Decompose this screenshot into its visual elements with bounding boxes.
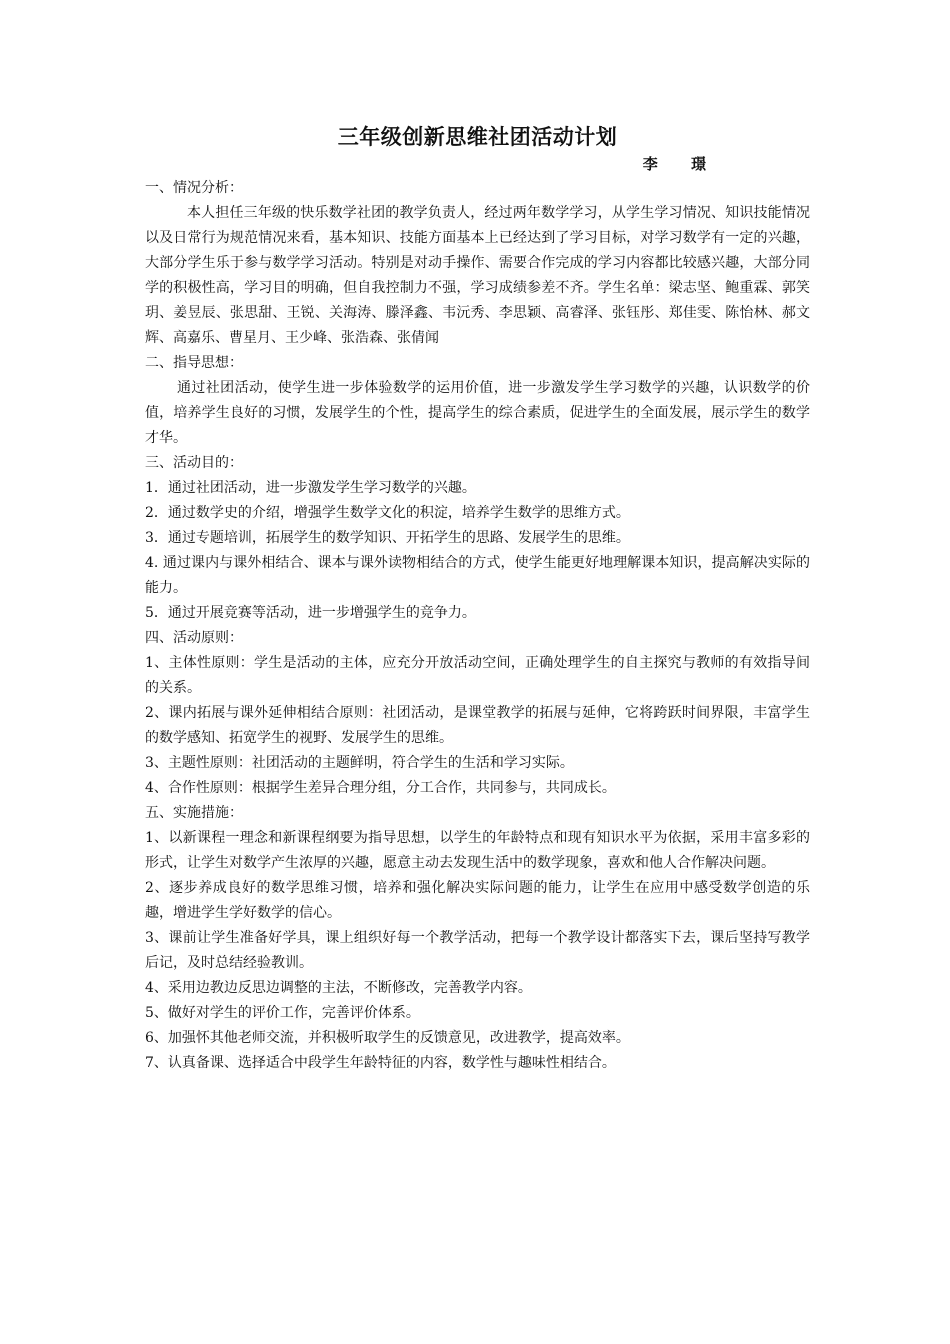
- section-heading: 四、活动原则：: [145, 630, 243, 646]
- document-author: 李 璟: [642, 155, 720, 173]
- list-item: 1．通过社团活动，进一步激发学生学习数学的兴趣。: [145, 480, 476, 496]
- list-item: 3．通过专题培训，拓展学生的数学知识、开拓学生的思路、发展学生的思维。: [145, 530, 630, 546]
- list-item: 3、课前让学生准备好学具，课上组织好每一个教学活动，把每一个教学设计都落实下去，课后坚持写教学后记，及时总结经验教训。: [145, 930, 810, 971]
- document-title: 三年级创新思维社团活动计划: [337, 125, 618, 149]
- list-item: 4、采用边教边反思边调整的主法，不断修改，完善教学内容。: [145, 980, 532, 996]
- section-heading: 五、实施措施：: [145, 805, 243, 821]
- list-item: 3、主题性原则：社团活动的主题鲜明，符合学生的生活和学习实际。: [145, 755, 574, 771]
- list-item: 7、认真备课、选择适合中段学生年龄特征的内容，数学性与趣味性相结合。: [145, 1055, 616, 1071]
- section-paragraph: 通过社团活动，使学生进一步体验数学的运用价值，进一步激发学生学习数学的兴趣，认识数学的价值，培养学生良好的习惯，发展学生的个性，提高学生的综合素质，促进学生的全面发展，展示学生的数学才华。: [145, 380, 810, 446]
- list-item: 5、做好对学生的评价工作，完善评价体系。: [145, 1005, 420, 1021]
- list-item: 6、加强怀其他老师交流，并积极听取学生的反馈意见，改进教学，提高效率。: [145, 1030, 630, 1046]
- list-item: 1、主体性原则：学生是活动的主体，应充分开放活动空间，正确处理学生的自主探究与教师的有效指导间的关系。: [145, 655, 810, 696]
- list-item: 4. 通过课内与课外相结合、课本与课外读物相结合的方式，使学生能更好地理解课本知识，提高解决实际的能力。: [145, 555, 810, 596]
- section-heading: 二、指导思想：: [145, 355, 243, 371]
- section-heading: 三、活动目的：: [145, 455, 243, 471]
- document-content: [145, 122, 810, 1076]
- list-item: 2、课内拓展与课外延伸相结合原则：社团活动，是课堂教学的拓展与延伸，它将跨跃时间界限，丰富学生的数学感知、拓宽学生的视野、发展学生的思维。: [145, 705, 810, 746]
- section-heading: 一、情况分析：: [145, 180, 243, 196]
- section-paragraph: 本人担任三年级的快乐数学社团的教学负责人，经过两年数学学习，从学生学习情况、知识技能情况以及日常行为规范情况来看，基本知识、技能方面基本上已经达到了学习目标，对学习数学有一定的兴趣，大部分学生乐于参与数学学习活动。特别是对动手操作、需要合作完成的学习内容都比较感兴趣，大部分同学的积极性高，学习目的明确，但自我控制力不强，学习成绩参差不齐。学生名单：梁志坚、鲍重霖、郭笑玥、姜昱辰、张思甜、王锐、关海涛、滕泽鑫、韦沅秀、李思颖、高睿泽、张钰彤、郑佳雯、陈怡林、郝文辉、高嘉乐、曹星月、王少峰、张浩森、张倩闻: [145, 205, 810, 346]
- list-item: 5．通过开展竞赛等活动，进一步增强学生的竞争力。: [145, 605, 476, 621]
- list-item: 2．通过数学史的介绍，增强学生数学文化的积淀，培养学生数学的思维方式。: [145, 505, 630, 521]
- list-item: 2、逐步养成良好的数学思维习惯，培养和强化解决实际问题的能力，让学生在应用中感受数学创造的乐趣，增进学生学好数学的信心。: [145, 880, 810, 921]
- list-item: 4、合作性原则：根据学生差异合理分组，分工合作，共同参与，共同成长。: [145, 780, 616, 796]
- list-item: 1、以新课程一理念和新课程纲要为指导思想，以学生的年龄特点和现有知识水平为依据，采用丰富多彩的形式，让学生对数学产生浓厚的兴趣，愿意主动去发现生活中的数学现象，喜欢和他人合作解决问题。: [145, 830, 810, 871]
